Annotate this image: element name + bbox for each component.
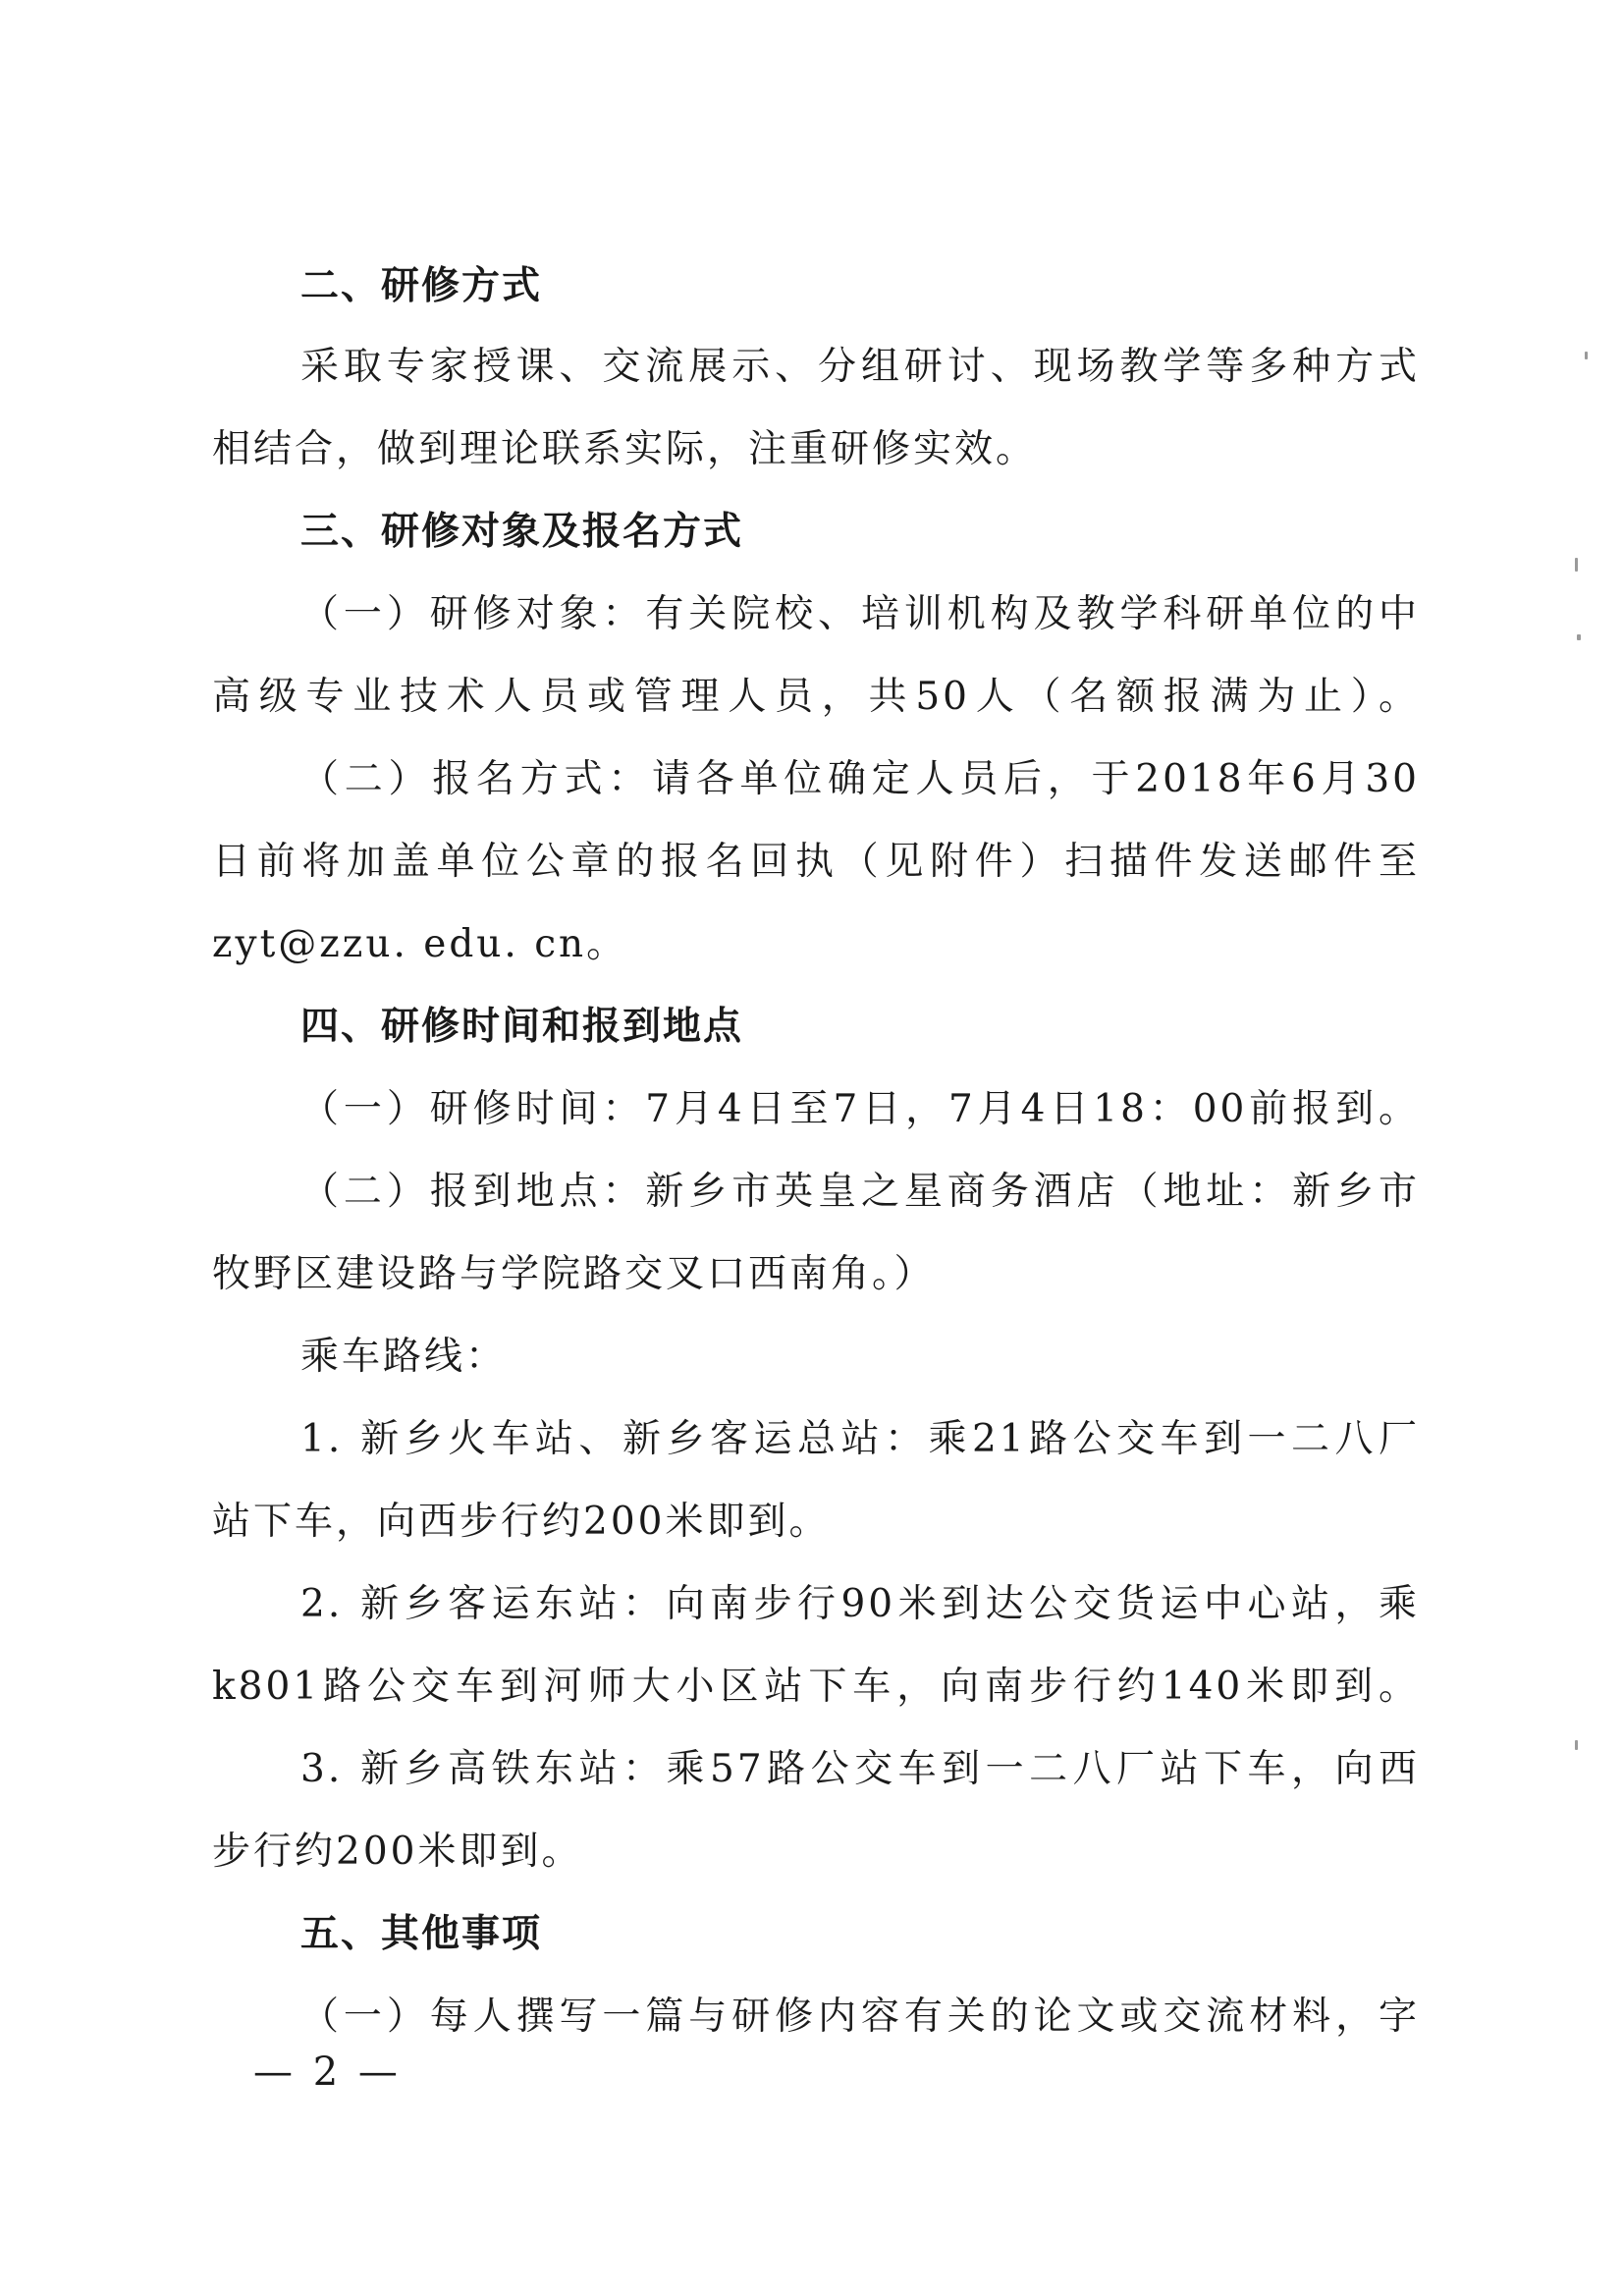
scan-speck: [1585, 352, 1588, 359]
route-2-line-1: 2. 新乡客运东站：向南步行90米到达公交货运中心站，乘: [300, 1582, 1420, 1626]
section-4-item-1: （一）研修时间：7月4日至7日，7月4日18：00前报到。: [300, 1087, 1420, 1131]
section-4-item-2-line-2: 牧野区建设路与学院路交叉口西南角。）: [212, 1252, 936, 1296]
scan-speck: [1575, 558, 1578, 572]
section-4-item-2-line-1: （二）报到地点：新乡市英皇之星商务酒店（地址：新乡市: [300, 1170, 1420, 1214]
section-3-item-2-line-1: （二）报名方式：请各单位确定人员后，于2018年6月30: [300, 757, 1420, 801]
scan-speck: [1577, 634, 1581, 640]
section-3-heading: 三、研修对象及报名方式: [300, 510, 744, 554]
route-1-line-1: 1. 新乡火车站、新乡客运总站：乘21路公交车到一二八厂: [300, 1417, 1420, 1461]
route-title: 乘车路线：: [300, 1335, 508, 1379]
section-5-heading: 五、其他事项: [300, 1912, 543, 1956]
page-number: — 2 —: [253, 2050, 402, 2095]
section-3-item-1-line-2: 高级专业技术人员或管理人员，共50人（名额报满为止）。: [212, 675, 1420, 719]
route-1-line-2: 站下车，向西步行约200米即到。: [212, 1500, 831, 1544]
section-3-item-1-line-1: （一）研修对象：有关院校、培训机构及教学科研单位的中: [300, 592, 1420, 636]
section-5-item-1: （一）每人撰写一篇与研修内容有关的论文或交流材料，字: [300, 1995, 1420, 2039]
route-3-line-2: 步行约200米即到。: [212, 1830, 583, 1874]
section-3-item-2-line-2: 日前将加盖单位公章的报名回执（见附件）扫描件发送邮件至: [212, 840, 1420, 884]
section-2-heading: 二、研修方式: [300, 264, 543, 308]
route-3-line-1: 3. 新乡高铁东站：乘57路公交车到一二八厂站下车，向西: [300, 1747, 1420, 1791]
section-2-paragraph-line-1: 采取专家授课、交流展示、分组研讨、现场教学等多种方式: [300, 345, 1420, 389]
route-2-line-2: k801路公交车到河师大小区站下车，向南步行约140米即到。: [212, 1665, 1420, 1709]
section-4-heading: 四、研修时间和报到地点: [300, 1005, 744, 1049]
section-2-paragraph-line-2: 相结合，做到理论联系实际，注重研修实效。: [212, 427, 1038, 471]
scan-speck: [1575, 1740, 1578, 1750]
section-3-email: zyt@zzu. edu. cn。: [212, 922, 628, 966]
